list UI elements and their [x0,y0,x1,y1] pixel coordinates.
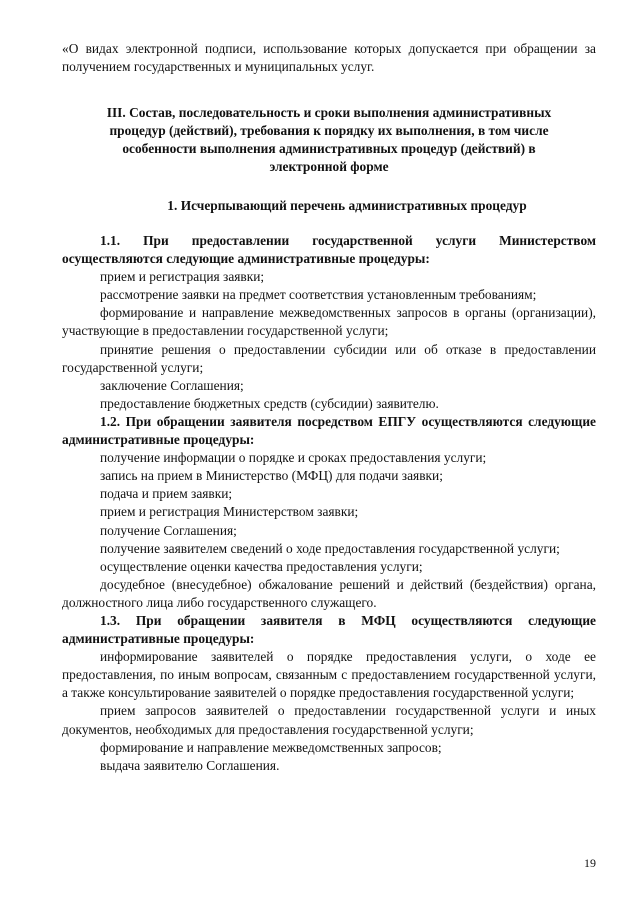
page-number: 19 [584,856,596,870]
list-item: рассмотрение заявки на предмет соответствия установленным требованиям; [100,287,537,303]
list-item: информирование заявителей о порядке предоставления услуги, о ходе ее предоставления, по иным вопросам, связанным с предоставлением государственной услуги, а также консультирование заявителей о порядке предоставления государственной услуги; [62,649,596,701]
procedure-list [62,232,596,775]
list-item: получение заявителем сведений о ходе предоставления государственной услуги; [100,540,560,556]
list-item: 1.2. При обращении заявителя посредством ЕПГУ осуществляются следующие административные процедуры: [62,413,596,448]
list-item: предоставление бюджетных средств (субсидии) заявителю. [100,395,439,411]
intro-block [62,40,596,76]
list-item: подача и прием заявки; [100,486,233,502]
list-item: формирование и направление межведомственных запросов в органы (организации), участвующие в предоставлении государственной услуги; [62,305,596,339]
section-title-line: особенности выполнения административных процедур (действий) в [122,141,536,157]
list-item: 1.3. При обращении заявителя в МФЦ осуществляются следующие административные процедуры: [62,612,596,647]
list-item: получение Соглашения; [100,522,237,538]
intro-paragraph: «О видах электронной подписи, использование которых допускается при обращении за получением государственных и муниципальных услуг. [62,41,596,75]
list-item: прием запросов заявителей о предоставлении государственной услуги и иных документов, необходимых для предоставления государственной услуги; [62,703,596,737]
list-item: досудебное (внесудебное) обжалование решений и действий (бездействия) органа, должностного лица либо государственного служащего. [62,576,596,610]
section-title-line: электронной форме [269,159,389,175]
list-item: прием и регистрация заявки; [100,269,265,285]
list-item: заключение Соглашения; [100,377,244,393]
list-item: 1.1. При предоставлении государственной услуги Министерством осуществляются следующие административные процедуры: [62,233,596,267]
list-item: прием и регистрация Министерством заявки; [100,504,359,520]
list-item: формирование и направление межведомственных запросов; [100,739,442,755]
section-title-line: III. Состав, последовательность и сроки выполнения административных [106,105,552,120]
list-item: запись на прием в Министерство (МФЦ) для подачи заявки; [100,468,443,484]
list-item: осуществление оценки качества предоставления услуги; [100,558,423,574]
section-title [62,104,596,176]
list-item: выдача заявителю Соглашения. [100,757,280,773]
list-item: принятие решения о предоставлении субсидии или об отказе в предоставлении государственной услуги; [62,341,596,375]
section-title-line: процедур (действий), требования к порядку их выполнения, в том числе [109,123,549,139]
subsection-title: 1. Исчерпывающий перечень административных процедур [167,198,527,213]
list-item: получение информации о порядке и сроках предоставления услуги; [100,450,487,466]
